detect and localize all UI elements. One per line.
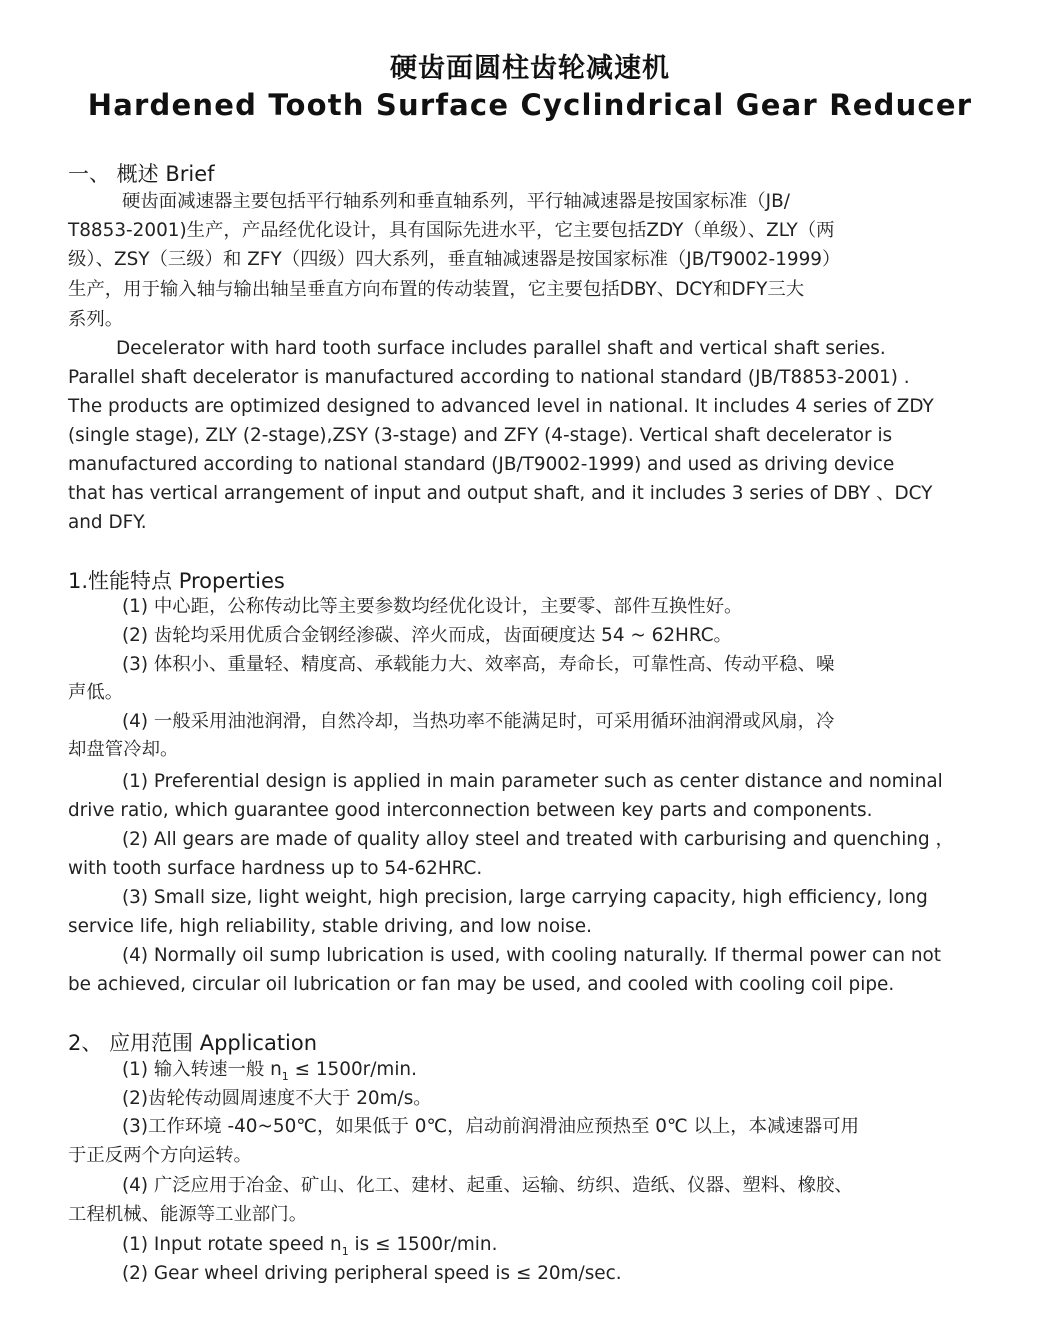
subscript: 1: [341, 1245, 349, 1258]
application-en-text: (1) Input rotate speed n: [122, 1234, 342, 1255]
brief-en-line: The products are optimized designed to advanced level in national. It includes 4 series of ZDY: [68, 396, 934, 417]
property-en-item: (1) Preferential design is applied in main parameter such as center distance and nominal: [122, 771, 943, 792]
property-cn-item: (4) 一般采用油池润滑，自然冷却，当热功率不能满足时，可采用循环油润滑或风扇，冷: [122, 711, 835, 732]
application-en-text: is ≤ 1500r/min.: [348, 1234, 498, 1255]
application-cn-item: [122, 1061, 417, 1082]
section-heading-brief: 一、 概述 Brief: [68, 162, 215, 186]
application-cn-item: (4) 广泛应用于冶金、矿山、化工、建材、起重、运输、纺织、造纸、仪器、塑料、橡胶、: [122, 1175, 853, 1196]
application-cn-item: (2)齿轮传动圆周速度不大于 20m/s。: [122, 1088, 432, 1109]
application-cn-item-cont: 工程机械、能源等工业部门。: [68, 1204, 308, 1225]
property-cn-item: (2) 齿轮均采用优质合金钢经渗碳、淬火而成，齿面硬度达 54 ~ 62HRC。: [122, 625, 732, 646]
application-cn-item: (3)工作环境 -40~50℃，如果低于 0℃，启动前润滑油应预热至 0℃ 以上，本减速器可用: [122, 1116, 859, 1137]
section-heading-application: 2、 应用范围 Application: [68, 1031, 318, 1055]
brief-en-line: Parallel shaft decelerator is manufactured according to national standard (JB/T8853-2001) .: [68, 367, 910, 388]
property-en-item-cont: drive ratio, which guarantee good interconnection between key parts and components.: [68, 800, 873, 821]
property-en-item: (4) Normally oil sump lubrication is used, with cooling naturally. If thermal power can not: [122, 945, 941, 966]
property-en-item-cont: service life, high reliability, stable driving, and low noise.: [68, 916, 592, 937]
brief-en-line: and DFY.: [68, 512, 147, 533]
property-cn-item-cont: 声低。: [68, 682, 124, 703]
property-en-item: (3) Small size, light weight, high precision, large carrying capacity, high efficiency, long: [122, 887, 928, 908]
title-chinese: 硬齿面圆柱齿轮减速机: [390, 53, 670, 84]
property-en-item-cont: be achieved, circular oil lubrication or fan may be used, and cooled with cooling coil pipe.: [68, 974, 895, 995]
property-en-item-cont: with tooth surface hardness up to 54-62HRC.: [68, 858, 483, 879]
brief-cn-line: T8853-2001)生产，产品经优化设计，具有国际先进水平，它主要包括ZDY（单级）、ZLY（两: [68, 220, 835, 241]
brief-en-line: that has vertical arrangement of input and output shaft, and it includes 3 series of DBY 、DCY: [68, 483, 933, 504]
application-en-item: (2) Gear wheel driving peripheral speed is ≤ 20m/sec.: [122, 1263, 622, 1284]
title-english: Hardened Tooth Surface Cyclindrical Gear Reducer: [87, 88, 973, 122]
application-cn-item-cont: 于正反两个方向运转。: [68, 1145, 252, 1166]
brief-cn-line: 系列。: [68, 309, 124, 330]
subscript: 1: [281, 1070, 289, 1083]
application-cn-text: ≤ 1500r/min.: [288, 1059, 417, 1080]
property-cn-item-cont: 却盘管冷却。: [68, 739, 179, 760]
brief-en-line: (single stage), ZLY (2-stage),ZSY (3-stage) and ZFY (4-stage). Vertical shaft decelerator is: [68, 425, 893, 446]
brief-en-line: manufactured according to national standard (JB/T9002-1999) and used as driving device: [68, 454, 895, 475]
brief-cn-line: 生产，用于输入轴与输出轴呈垂直方向布置的传动装置，它主要包括DBY、DCY和DFY三大: [68, 279, 805, 300]
property-en-item: (2) All gears are made of quality alloy steel and treated with carburising and quenching ，: [122, 829, 954, 850]
property-cn-item: (3) 体积小、重量轻、精度高、承载能力大、效率高，寿命长，可靠性高、传动平稳、噪: [122, 654, 835, 675]
property-cn-item: (1) 中心距，公称传动比等主要参数均经优化设计，主要零、部件互换性好。: [122, 596, 743, 617]
brief-en-line: Decelerator with hard tooth surface includes parallel shaft and vertical shaft series.: [116, 338, 886, 359]
section-heading-properties: 1.性能特点 Properties: [68, 569, 285, 593]
application-cn-text: (1) 输入转速一般 n: [122, 1059, 282, 1080]
application-en-item: [122, 1236, 497, 1257]
brief-cn-line: 硬齿面减速器主要包括平行轴系列和垂直轴系列，平行轴减速器是按国家标准（JB/: [122, 191, 790, 212]
brief-cn-line: 级）、ZSY（三级）和 ZFY（四级）四大系列，垂直轴减速器是按国家标准（JB/T9002-1999）: [68, 249, 841, 270]
